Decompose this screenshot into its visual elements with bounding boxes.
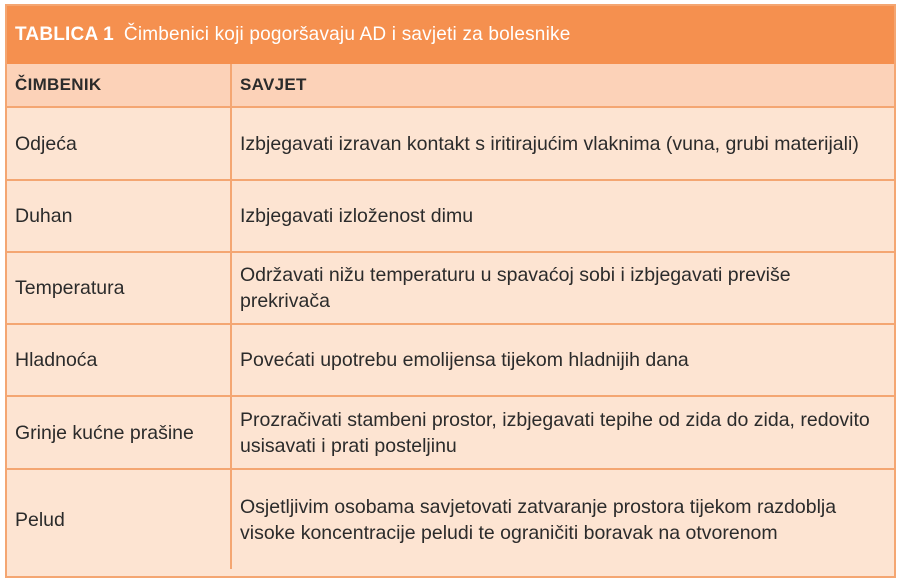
table-row	[7, 324, 894, 396]
factor-cell: Hladnoća	[7, 324, 231, 396]
data-table	[7, 64, 894, 569]
table-row	[7, 396, 894, 469]
factor-cell: Odjeća	[7, 107, 231, 180]
table-row	[7, 180, 894, 252]
advice-cell: Povećati upotrebu emolijensa tijekom hladnijih dana	[231, 324, 894, 396]
table-row	[7, 469, 894, 569]
table-title-bar	[7, 6, 894, 64]
advice-cell: Prozračivati stambeni prostor, izbjegavati tepihe od zida do zida, redovito usisavati i prati posteljinu	[231, 396, 894, 469]
advice-cell: Izbjegavati izloženost dimu	[231, 180, 894, 252]
advice-cell: Izbjegavati izravan kontakt s iritirajućim vlaknima (vuna, grubi materijali)	[231, 107, 894, 180]
table-title: Čimbenici koji pogoršavaju AD i savjeti za bolesnike	[123, 24, 571, 45]
advice-cell: Održavati nižu temperaturu u spavaćoj sobi i izbjegavati previše prekrivača	[231, 252, 894, 324]
factor-cell: Temperatura	[7, 252, 231, 324]
table-row	[7, 107, 894, 180]
advice-cell: Osjetljivim osobama savjetovati zatvaranje prostora tijekom razdoblja visoke koncentracije peludi te ograničiti boravak na otvorenom	[231, 469, 894, 569]
factor-cell: Duhan	[7, 180, 231, 252]
table-label: TABLICA 1	[15, 24, 114, 45]
factors-table	[5, 4, 896, 578]
column-header-advice: SAVJET	[231, 64, 894, 107]
factor-cell: Grinje kućne prašine	[7, 396, 231, 469]
table-row	[7, 252, 894, 324]
column-header-factor: ČIMBENIK	[7, 64, 231, 107]
factor-cell: Pelud	[7, 469, 231, 569]
header-row	[7, 64, 894, 107]
